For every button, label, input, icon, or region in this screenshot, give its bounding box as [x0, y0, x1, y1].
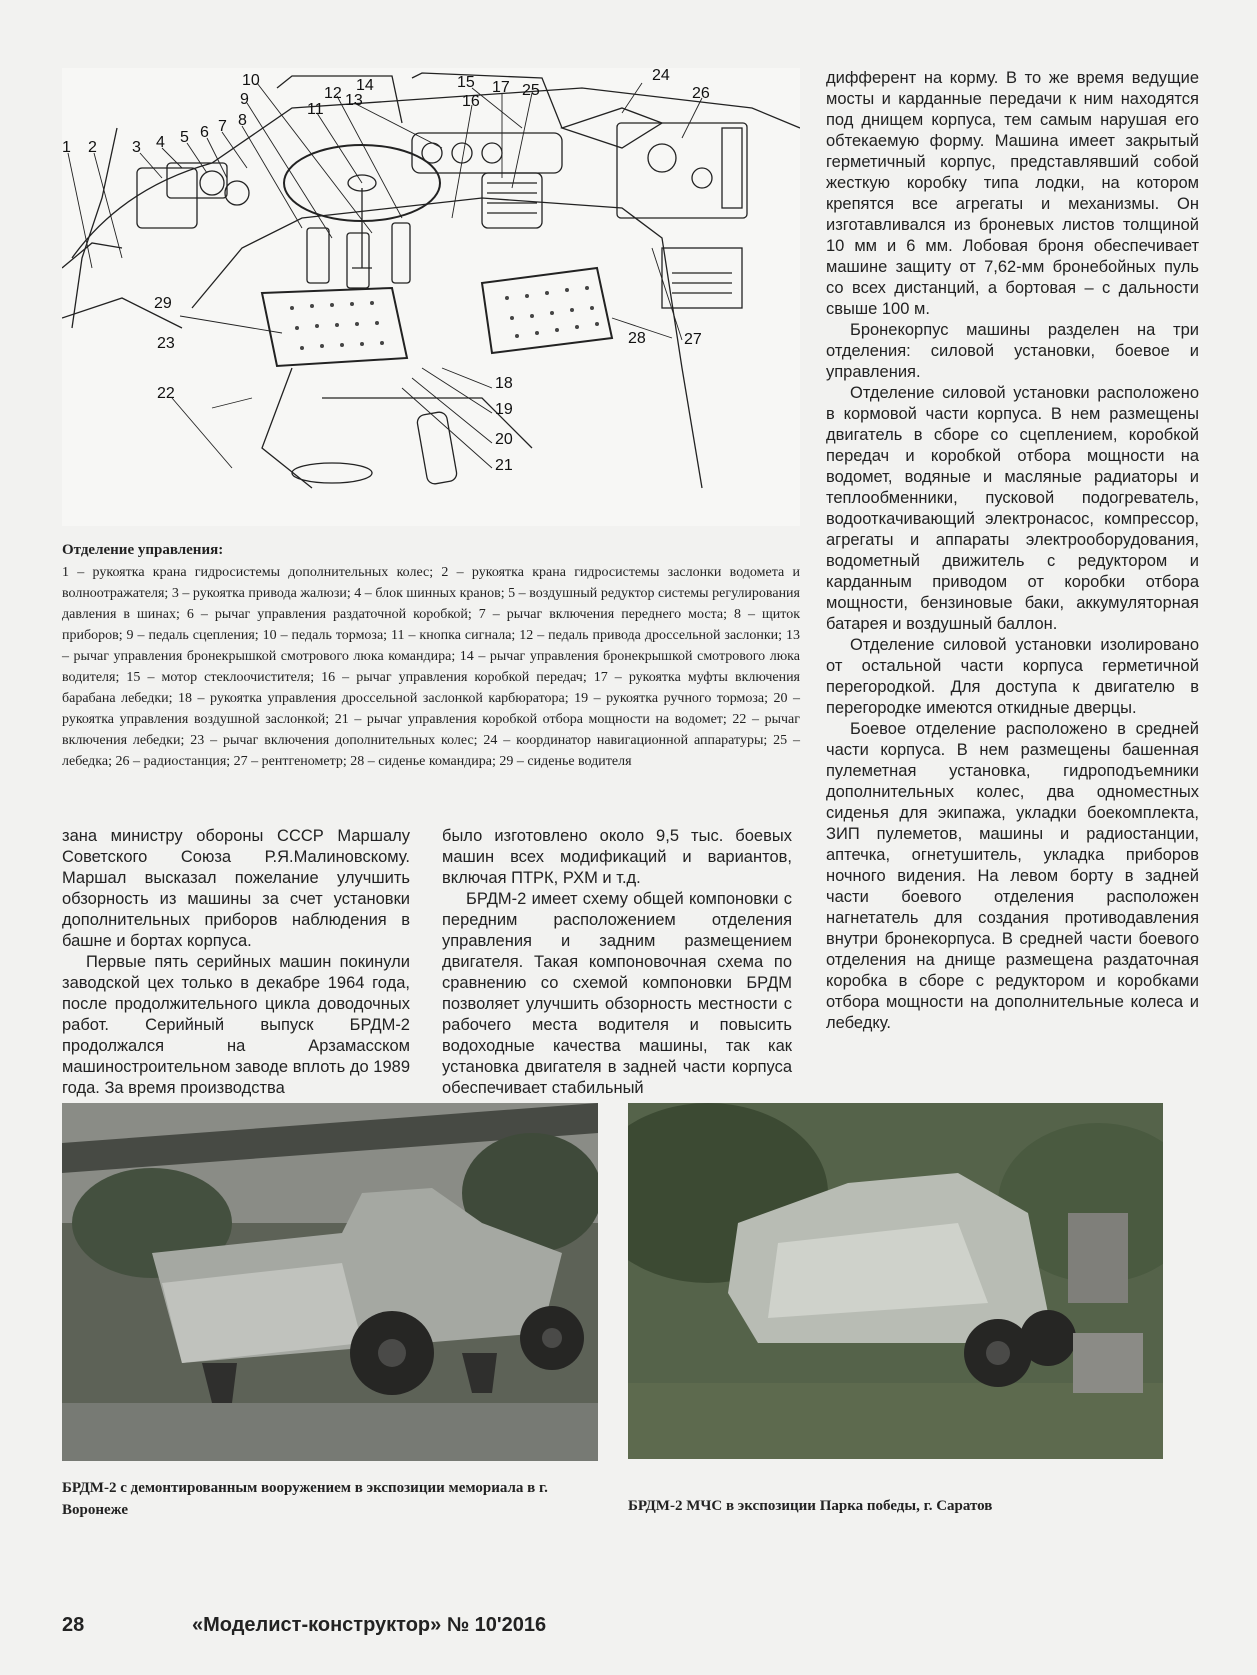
paragraph: БРДМ-2 имеет схему общей компоновки с передним расположением отделения управления и задним размещением двигателя. Такая компоновочная схема по сравнению со схемой компоновки БРДМ позволяет улучшить обзорность местности с рабочего места водителя и повысить водоходные качества машины, так как установка двигателя в задней части корпуса обеспечивает стабильный [442, 890, 792, 1097]
callout-14: 14 [356, 77, 374, 94]
paragraph: Первые пять серийных машин покинули заводской цех только в декабре 1964 года, после продолжительного цикла доводочных работ. Серийный выпуск БРДМ-2 продолжался на Арзамасском машиностроительном заводе вплоть до 1989 года. За время производства [62, 953, 410, 1097]
callout-22: 22 [157, 385, 175, 402]
callout-17: 17 [492, 79, 510, 96]
callout-25: 25 [522, 82, 540, 99]
callout-19: 19 [495, 401, 513, 418]
driver-compartment-diagram [62, 68, 800, 526]
callout-8: 8 [238, 112, 247, 129]
callout-27: 27 [684, 331, 702, 348]
callout-12: 12 [324, 85, 342, 102]
callout-6: 6 [200, 124, 209, 141]
paragraph: было изготовлено около 9,5 тыс. боевых машин всех модификаций и вариантов, включая ПТРК, РХМ и т.д. [442, 827, 792, 887]
figure-caption-legend: 1 – рукоятка крана гидросистемы дополнительных колес; 2 – рукоятка крана гидросистемы заслонки водомета и волноотражателя; 3 – рукоятка привода жалюзи; 4 – блок шинных кранов; 5 – воздушный редуктор системы регулирования давления в шинах; 6 – рычаг управления раздаточной коробкой; 7 – рычаг включения переднего моста; 8 – щиток приборов; 9 – педаль сцепления; 10 – педаль тормоза; 11 – кнопка сигнала; 12 – педаль привода дроссельной заслонки; 13 – рычаг управления бронекрышкой смотрового люка командира; 14 – рычаг управления бронекрышкой смотрового люка водителя; 15 – мотор стеклоочистителя; 16 – рычаг управления коробкой передач; 17 – рукоятка муфты включения барабана лебедки; 18 – рукоятка управления дроссельной заслонкой карбюратора; 19 – рукоятка ручного тормоза; 20 – рукоятка управления воздушной заслонкой; 21 – рычаг управления коробкой отбора мощности на водомет; 22 – рычаг включения лебедки; 23 – рычаг включения дополнительных колес; 24 – координатор навигационной аппаратуры; 25 – лебедка; 26 – радиостанция; 27 – рентгенометр; 28 – сиденье командира; 29 – сиденье водителя [62, 565, 800, 769]
photo-left-image [62, 1103, 598, 1461]
middle-text-column [442, 826, 792, 1099]
callout-2: 2 [88, 139, 97, 156]
paragraph: дифферент на корму. В то же время ведущие мосты и карданные передачи к ним находятся под днищем корпуса, тем самым нарушая его обтекаемую форму. Машина имеет закрытый герметичный корпус, представлявший собой жесткую коробку типа лодки, на котором крепятся все агрегаты и механизмы. Он изготавливался из броневых листов толщиной 10 мм и 6 мм. Лобовая броня обеспечивает машине защиту от 7,62-мм бронебойных пуль со всех дистанций, а бортовая – с дальности свыше 100 м. [826, 69, 1199, 318]
callout-5: 5 [180, 129, 189, 146]
callout-28: 28 [628, 330, 646, 347]
callout-23: 23 [157, 335, 175, 352]
page-number: 28 [62, 1614, 85, 1636]
photo-brdm2-saratov [628, 1103, 1163, 1459]
left-text-column [62, 826, 410, 1099]
paragraph: Боевое отделение расположено в средней части корпуса. В нем размещены башенная пулеметная установка, гидроподъемники дополнительных колес, два одноместных сиденья для экипажа, укладки боекомплекта, ЗИП пулеметов, машины и радиостанции, аптечка, огнетушитель, укладка приборов ночного видения. На левом борту в задней части боевого отделения расположен нагнетатель для создания противодавления внутри бронекорпуса. В средней части боевого отделения на днище размещена раздаточная коробка в сборе с редуктором и коробками отбора мощности на дополнительные колеса и лебедку. [826, 720, 1199, 1032]
callout-13: 13 [345, 92, 363, 109]
photo-caption-right: БРДМ-2 МЧС в экспозиции Парка победы, г. Саратов [628, 1498, 993, 1514]
callout-26: 26 [692, 85, 710, 102]
photo-right-image [628, 1103, 1163, 1459]
journal-title: «Моделист-конструктор» № 10'2016 [192, 1614, 547, 1636]
callout-15: 15 [457, 74, 475, 91]
photo-brdm2-voronezh [62, 1103, 598, 1461]
callout-21: 21 [495, 457, 513, 474]
callout-3: 3 [132, 139, 141, 156]
callout-18: 18 [495, 375, 513, 392]
figure-caption-title: Отделение управления: [62, 542, 224, 558]
callout-29: 29 [154, 295, 172, 312]
paragraph: зана министру обороны СССР Маршалу Советского Союза Р.Я.Малиновскому. Маршал высказал пожелание улучшить обзорность из машины за счет установки дополнительных приборов наблюдения в башне и бортах корпуса. [62, 827, 410, 950]
diagram-drawing [62, 68, 800, 526]
callout-4: 4 [156, 134, 165, 151]
right-text-column [826, 68, 1199, 1034]
callout-9: 9 [240, 91, 249, 108]
callout-10: 10 [242, 72, 260, 89]
photo-caption-left: БРДМ-2 с демонтированным вооружением в экспозиции мемориала в г. Воронеже [62, 1480, 548, 1518]
callout-20: 20 [495, 431, 513, 448]
paragraph: Отделение силовой установки расположено в кормовой части корпуса. В нем размещены двигатель в сборе со сцеплением, коробкой передач и коробкой отбора мощности на водомет, водяные и масляные радиаторы и теплообменники, пусковой подогреватель, водооткачивающий электронасос, компрессор, агрегаты и аппараты электрооборудования, водометный движитель с редуктором и карданным приводом от коробки отбора мощности, бензиновые баки, аккумуляторная батарея и воздушный баллон. [826, 384, 1199, 633]
paragraph: Отделение силовой установки изолировано от остальной части корпуса герметичной перегородкой. Для доступа к двигателю в перегородке имеются откидные дверцы. [826, 636, 1199, 717]
callout-16: 16 [462, 93, 480, 110]
callout-24: 24 [652, 68, 670, 84]
callout-1: 1 [62, 139, 71, 156]
callout-11: 11 [307, 101, 324, 118]
paragraph: Бронекорпус машины разделен на три отделения: силовой установки, боевое и управления. [826, 321, 1199, 381]
callout-7: 7 [218, 118, 227, 135]
